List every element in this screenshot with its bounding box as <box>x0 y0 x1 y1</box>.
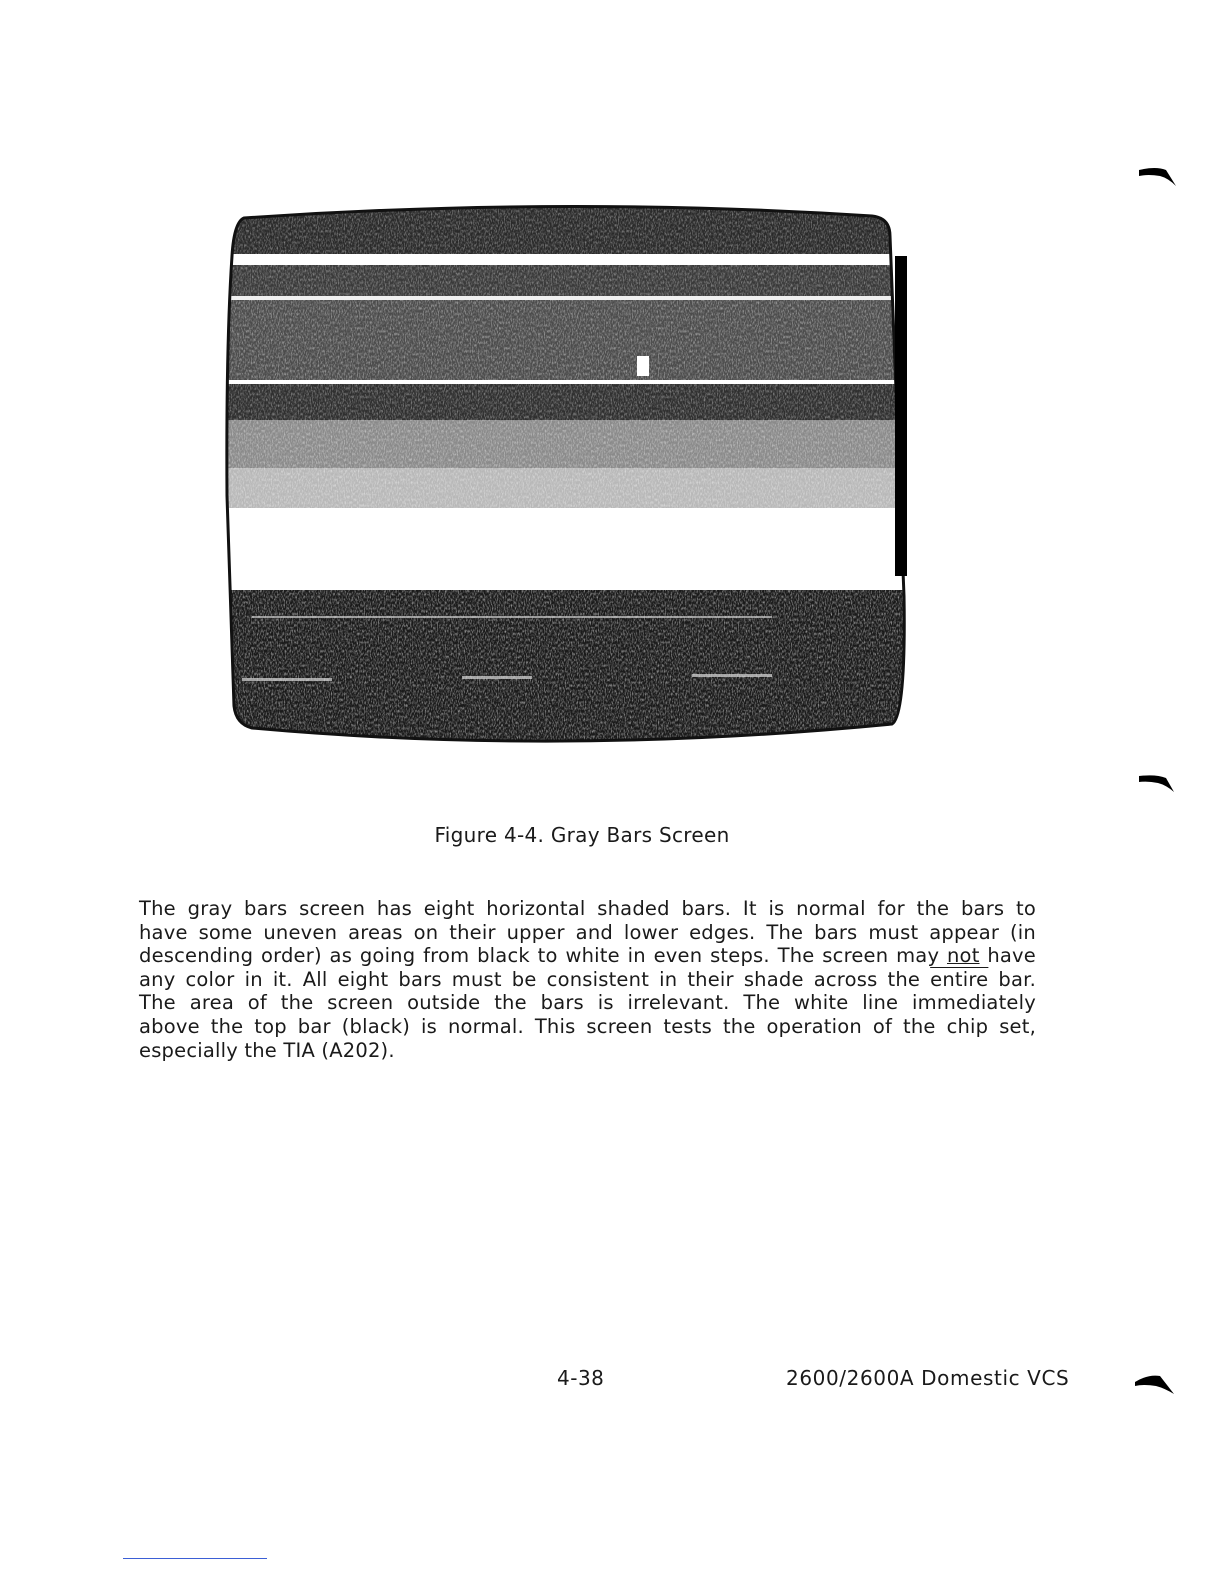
gray-bars-screen-photo <box>222 196 912 751</box>
body-line: The gray bars screen has eight horizontal shaded bars. It is normal for the bars to <box>139 897 1036 920</box>
footer-title: 2600/2600A Domestic VCS <box>786 1366 1070 1390</box>
body-line <box>139 944 1036 968</box>
body-line-tail: have <box>979 944 1036 968</box>
body-line: have some uneven areas on their upper and lower edges. The bars must appear (in <box>139 920 1036 944</box>
emphasis-entire: entire <box>930 967 989 991</box>
emphasis-not: not <box>947 944 980 968</box>
figure-caption: Figure 4-4. Gray Bars Screen <box>434 823 730 847</box>
page-number: 4-38 <box>557 1366 605 1390</box>
body-line-tail: bar. <box>988 967 1036 991</box>
body-line <box>139 968 1036 992</box>
body-line: above the top bar (black) is normal. This screen tests the operation of the chip set, <box>139 1014 1036 1038</box>
body-line: The area of the screen outside the bars is irrelevant. The white line immediately <box>139 991 1036 1015</box>
body-line-text: any color in it. All eight bars must be consistent in their shade across the <box>139 967 931 991</box>
body-line-text: descending order) as going from black to white in even steps. The screen may <box>139 944 947 968</box>
body-paragraph <box>139 897 1036 1062</box>
footnote-rule <box>123 1558 267 1559</box>
body-line: especially the TIA (A202). <box>139 1038 395 1062</box>
